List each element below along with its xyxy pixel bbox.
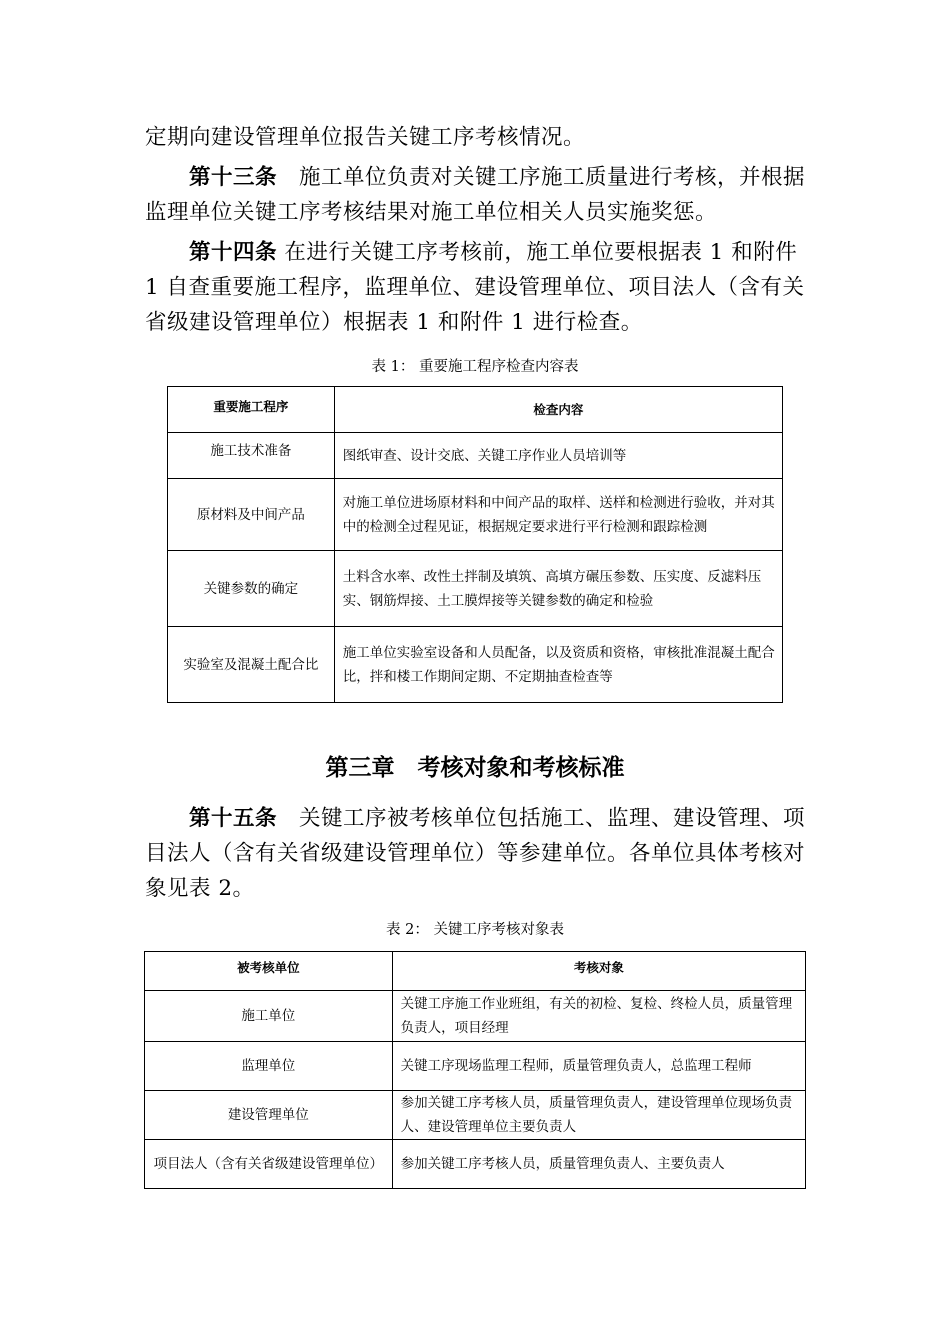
- table2: [144, 951, 806, 1189]
- table1-cell-name: 施工技术准备: [168, 433, 335, 479]
- paragraph-continuation: [145, 120, 810, 155]
- table2-cell-unit: 建设管理单位: [145, 1091, 393, 1140]
- article-13-label: 第十三条: [189, 165, 278, 190]
- table-row: [145, 1091, 806, 1140]
- table-row: [145, 1140, 806, 1189]
- table-row: [168, 627, 783, 703]
- table2-header-unit: 被考核单位: [145, 952, 393, 991]
- table-row: [145, 1042, 806, 1091]
- table-row: [168, 433, 783, 479]
- table-row: [168, 551, 783, 627]
- table2-cell-unit: 施工单位: [145, 991, 393, 1042]
- article-14: [145, 235, 810, 340]
- table2-cell-target: 关键工序施工作业班组，有关的初检、复检、终检人员，质量管理负责人，项目经理: [392, 991, 805, 1042]
- table2-header-target: 考核对象: [392, 952, 805, 991]
- table1-cell-content: 图纸审查、设计交底、关键工序作业人员培训等: [334, 433, 782, 479]
- article-13-text: 施工单位负责对关键工序施工质量进行考核，并根据监理单位关键工序考核结果对施工单位相关人员实施奖惩。: [145, 165, 806, 225]
- table1-cell-content: 土料含水率、改性土拌制及填筑、高填方碾压参数、压实度、反滤料压实、钢筋焊接、土工膜焊接等关键参数的确定和检验: [334, 551, 782, 627]
- article-15: [145, 801, 810, 906]
- table1-header-procedure: 重要施工程序: [168, 387, 335, 433]
- table2-cell-target: 参加关键工序考核人员，质量管理负责人，建设管理单位现场负责人、建设管理单位主要负责人: [392, 1091, 805, 1140]
- table1-cell-content: 施工单位实验室设备和人员配备，以及资质和资格，审核批准混凝土配合比，拌和楼工作期间定期、不定期抽查检查等: [334, 627, 782, 703]
- chapter-title: 第三章 考核对象和考核标准: [325, 755, 625, 781]
- table2-header-row: [145, 952, 806, 991]
- article-15-label: 第十五条: [189, 806, 278, 831]
- table1-cell-content: 对施工单位进场原材料和中间产品的取样、送样和检测进行验收，并对其中的检测全过程见证，根据规定要求进行平行检测和跟踪检测: [334, 479, 782, 551]
- table1-cell-name: 原材料及中间产品: [168, 479, 335, 551]
- table2-cell-unit: 监理单位: [145, 1042, 393, 1091]
- table1-cell-name: 实验室及混凝土配合比: [168, 627, 335, 703]
- article-14-label: 第十四条: [189, 240, 278, 265]
- paragraph-text: 定期向建设管理单位报告关键工序考核情况。: [145, 125, 586, 150]
- table2-caption: 表 2： 关键工序考核对象表: [386, 922, 564, 938]
- table1-cell-name: 关键参数的确定: [168, 551, 335, 627]
- table2-cell-unit: 项目法人（含有关省级建设管理单位）: [145, 1140, 393, 1189]
- article-14-text: 在进行关键工序考核前，施工单位要根据表 1 和附件 1 自查重要施工程序，监理单位、建设管理单位、项目法人（含有关省级建设管理单位）根据表 1 和附件 1 进行检查。: [145, 240, 805, 335]
- table1-header-row: [168, 387, 783, 433]
- article-15-text: 关键工序被考核单位包括施工、监理、建设管理、项目法人（含有关省级建设管理单位）等参建单位。各单位具体考核对象见表 2。: [145, 806, 806, 901]
- table-row: [145, 991, 806, 1042]
- table2-cell-target: 参加关键工序考核人员，质量管理负责人、主要负责人: [392, 1140, 805, 1189]
- table-row: [168, 479, 783, 551]
- article-13: [145, 160, 810, 230]
- table1-header-content: 检查内容: [334, 387, 782, 433]
- table1-caption: 表 1： 重要施工程序检查内容表: [371, 359, 579, 375]
- table1: [167, 386, 783, 703]
- table2-cell-target: 关键工序现场监理工程师，质量管理负责人，总监理工程师: [392, 1042, 805, 1091]
